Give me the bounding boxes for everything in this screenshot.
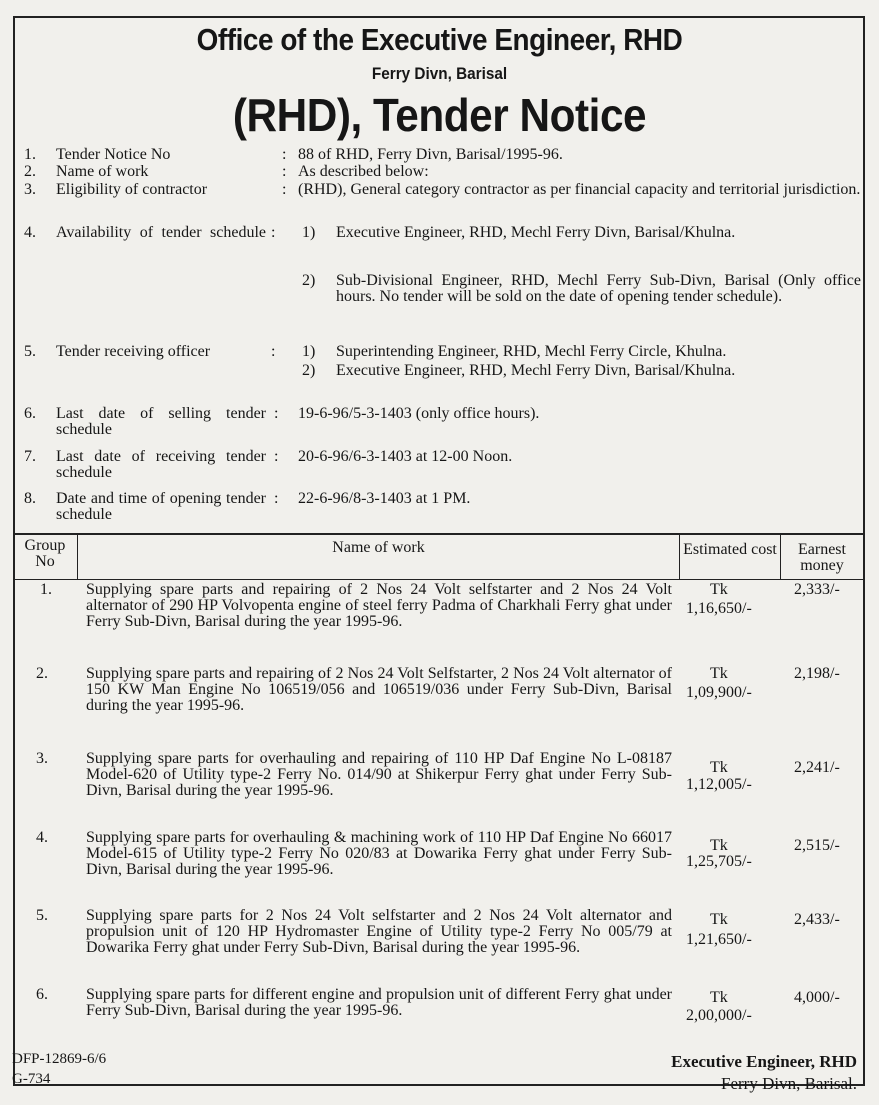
item-value: 22-6-96/8-3-1403 at 1 PM.: [298, 490, 471, 507]
row-estimated-cost: 2,00,000/-: [686, 1007, 752, 1024]
item-label: Availability of tender schedule: [56, 224, 266, 241]
row-currency: Tk: [710, 759, 728, 776]
item-number: 1.: [24, 146, 36, 163]
row-earnest-money: 2,433/-: [794, 911, 840, 928]
header-estimated-cost: Estimated cost: [683, 541, 777, 558]
colon: :: [274, 448, 279, 465]
row-currency: Tk: [710, 581, 728, 598]
colon: :: [271, 343, 276, 360]
notice-title: (RHD), Tender Notice: [232, 89, 647, 141]
header-earnest-money: Earnest money: [798, 541, 846, 574]
item-label: Name of work: [56, 163, 149, 180]
item-label: Eligibility of contractor: [56, 181, 208, 198]
signatory-office: Ferry Divn, Barisal.: [721, 1074, 857, 1093]
row-currency: Tk: [710, 911, 728, 928]
colon: :: [274, 490, 279, 507]
sub-number: 2): [302, 272, 316, 289]
row-estimated-cost: 1,09,900/-: [686, 684, 752, 701]
sub-value: Sub-Divisional Engineer, RHD, Mechl Ferry Sub-Divn, Barisal (Only office hours. No tender will be sold on the date of opening tender schedule).: [336, 272, 861, 305]
item-value: (RHD), General category contractor as per financial capacity and territorial jurisdiction.: [298, 181, 861, 198]
item-number: 4.: [24, 224, 36, 241]
row-work-description: Supplying spare parts for overhauling & machining work of 110 HP Daf Engine No 66017 Model-615 of Utility type-2 Ferry No 020/83 at Dowarika Ferry ghat under Ferry Sub-Divn, Barisal during the year 1995-96.: [86, 829, 672, 878]
row-estimated-cost: 1,21,650/-: [686, 931, 752, 948]
table-top-rule: [13, 533, 865, 535]
row-work-description: Supplying spare parts for overhauling and repairing of 110 HP Daf Engine No L-08187 Model-620 of Utility type-2 Ferry No. 014/90 at Shikerpur Ferry ghat under Ferry Sub-Divn, Barisal during the year 1995-96.: [86, 750, 672, 799]
row-earnest-money: 2,333/-: [794, 581, 840, 598]
row-estimated-cost: 1,12,005/-: [686, 776, 752, 793]
table-header-rule: [13, 579, 865, 580]
sub-number: 1): [302, 224, 316, 241]
row-work-description: Supplying spare parts for different engine and propulsion unit of different Ferry ghat under Ferry Sub-Divn, Barisal during the year 1995-96.: [86, 986, 672, 1019]
row-work-description: Supplying spare parts for 2 Nos 24 Volt selfstarter and 2 Nos 24 Volt alternator and propulsion unit of 120 HP Hydromaster Engine of Utility type-2 Ferry No 005/79 at Dowarika Ferry ghat under Ferry Sub-Divn, Barisal during the year 1995-96.: [86, 907, 672, 956]
item-number: 3.: [24, 181, 36, 198]
item-number: 2.: [24, 163, 36, 180]
item-value: 19-6-96/5-3-1403 (only office hours).: [298, 405, 540, 422]
sub-value: Executive Engineer, RHD, Mechl Ferry Divn, Barisal/Khulna.: [336, 362, 736, 379]
row-earnest-money: 2,241/-: [794, 759, 840, 776]
header-name-of-work: Name of work: [332, 539, 425, 556]
colon: :: [282, 181, 287, 198]
colon: :: [282, 146, 287, 163]
item-label: Tender receiving officer: [56, 343, 211, 360]
row-work-description: Supplying spare parts and repairing of 2 Nos 24 Volt Selfstarter, 2 Nos 24 Volt alternator of 150 KW Man Engine No 106519/056 and 106519/036 under Ferry Sub-Divn, Barisal during the year 1995-96.: [86, 665, 672, 714]
row-estimated-cost: 1,16,650/-: [686, 600, 752, 617]
row-currency: Tk: [710, 989, 728, 1006]
row-group-number: 6.: [36, 986, 48, 1003]
office-heading: Office of the Executive Engineer, RHD: [196, 22, 683, 57]
item-number: 8.: [24, 490, 36, 507]
sub-value: Superintending Engineer, RHD, Mechl Ferry Circle, Khulna.: [336, 343, 727, 360]
sub-number: 1): [302, 343, 316, 360]
row-group-number: 3.: [36, 750, 48, 767]
row-currency: Tk: [710, 837, 728, 854]
row-earnest-money: 2,515/-: [794, 837, 840, 854]
header-group-no: Group No: [24, 537, 66, 570]
row-earnest-money: 2,198/-: [794, 665, 840, 682]
row-group-number: 2.: [36, 665, 48, 682]
reference-code: G-734: [12, 1071, 51, 1087]
item-label: Last date of selling tender schedule: [56, 405, 266, 438]
item-number: 6.: [24, 405, 36, 422]
row-currency: Tk: [710, 665, 728, 682]
item-value: As described below:: [298, 163, 429, 180]
item-label: Last date of receiving tender schedule: [56, 448, 266, 481]
item-value: 20-6-96/6-3-1403 at 12-00 Noon.: [298, 448, 513, 465]
row-estimated-cost: 1,25,705/-: [686, 853, 752, 870]
row-group-number: 4.: [36, 829, 48, 846]
row-work-description: Supplying spare parts and repairing of 2 Nos 24 Volt selfstarter and 2 Nos 24 Volt alternator of 290 HP Volvopenta engine of steel ferry Padma of Charkhali Ferry ghat under Ferry Sub-Divn, Barisal during the year 1995-96.: [86, 581, 672, 630]
item-number: 7.: [24, 448, 36, 465]
row-earnest-money: 4,000/-: [794, 989, 840, 1006]
item-value: 88 of RHD, Ferry Divn, Barisal/1995-96.: [298, 146, 563, 163]
colon: :: [282, 163, 287, 180]
item-label: Tender Notice No: [56, 146, 171, 163]
reference-code: DFP-12869-6/6: [12, 1051, 107, 1067]
sub-value: Executive Engineer, RHD, Mechl Ferry Divn, Barisal/Khulna.: [336, 224, 736, 241]
colon: :: [271, 224, 276, 241]
item-number: 5.: [24, 343, 36, 360]
item-label: Date and time of opening tender schedule: [56, 490, 266, 523]
row-group-number: 1.: [40, 581, 52, 598]
division-subheading: Ferry Divn, Barisal: [371, 64, 508, 83]
colon: :: [274, 405, 279, 422]
signatory-title: Executive Engineer, RHD: [671, 1052, 857, 1071]
sub-number: 2): [302, 362, 316, 379]
row-group-number: 5.: [36, 907, 48, 924]
